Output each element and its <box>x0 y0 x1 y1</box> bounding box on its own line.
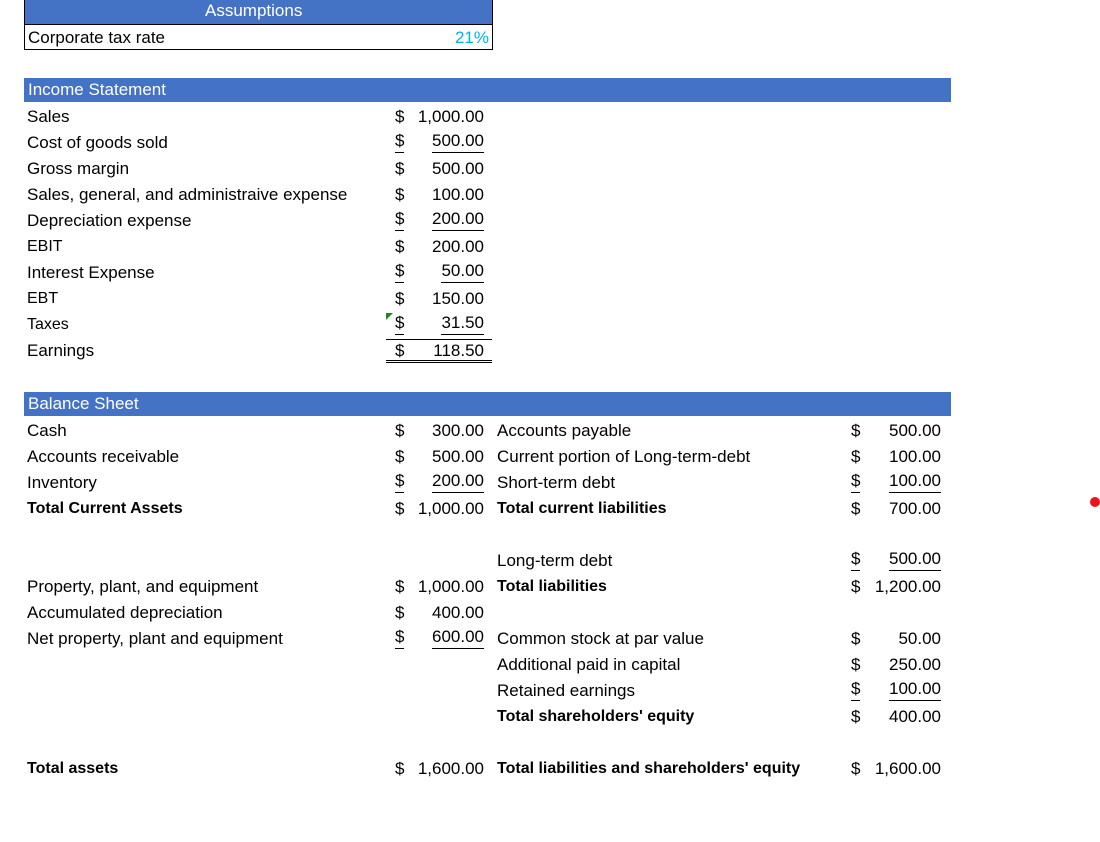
row-label: Total shareholders' equity <box>497 708 695 725</box>
dollar-sign: $ <box>395 130 404 153</box>
row-label: Net property, plant and equipment <box>27 629 283 648</box>
row-label: Total assets <box>27 760 119 777</box>
dollar-sign: $ <box>851 470 860 493</box>
dollar-sign: $ <box>395 237 405 256</box>
liability-row <box>497 678 635 704</box>
row-label: EBT <box>27 290 59 307</box>
income-amount[interactable] <box>395 156 484 182</box>
amount-value: 200.00 <box>432 208 484 231</box>
amount-value: 1,600.00 <box>417 759 484 778</box>
amount-value: 50.00 <box>898 629 941 648</box>
row-label: Cash <box>27 421 67 440</box>
income-row <box>27 130 168 156</box>
income-row <box>27 286 58 312</box>
dollar-sign: $ <box>395 107 405 126</box>
row-label: Short-term debt <box>497 473 616 492</box>
asset-row <box>27 574 258 600</box>
row-label: Accounts payable <box>497 421 632 440</box>
liability-row <box>497 626 704 652</box>
liability-row <box>497 444 750 470</box>
income-amount[interactable] <box>395 130 484 156</box>
dollar-sign: $ <box>851 421 861 440</box>
dollar-sign: $ <box>395 341 405 360</box>
dollar-sign: $ <box>395 185 405 204</box>
amount-value: 1,000.00 <box>417 499 484 518</box>
amount-value: 600.00 <box>432 626 484 649</box>
row-label: Property, plant, and equipment <box>27 577 259 596</box>
row-label: Total liabilities and shareholders' equity <box>497 760 801 777</box>
asset-amount[interactable] <box>395 418 484 444</box>
assumptions-header <box>25 0 492 24</box>
dollar-sign: $ <box>395 499 405 518</box>
dollar-sign: $ <box>395 289 405 308</box>
income-row <box>27 208 191 234</box>
amount-value: 100.00 <box>889 470 941 493</box>
dollar-sign: $ <box>395 577 405 596</box>
dollar-sign: $ <box>395 603 405 622</box>
income-row <box>27 260 155 286</box>
liability-amount[interactable] <box>851 418 941 444</box>
amount-value: 1,200.00 <box>874 577 941 596</box>
asset-row <box>27 418 67 444</box>
liability-amount[interactable] <box>851 470 941 496</box>
asset-amount[interactable] <box>395 756 484 782</box>
row-label: Additional paid in capital <box>497 655 681 674</box>
liability-amount[interactable] <box>851 574 941 600</box>
liability-amount[interactable] <box>851 496 941 522</box>
amount-value: 200.00 <box>432 237 484 256</box>
row-label: Accounts receivable <box>27 447 180 466</box>
amount-value: 200.00 <box>432 470 484 493</box>
liability-row <box>497 652 680 678</box>
balance-sheet-header <box>24 392 951 416</box>
income-amount[interactable] <box>395 234 484 260</box>
asset-row <box>27 756 118 782</box>
asset-row <box>27 444 179 470</box>
tax-rate-label: Corporate tax rate <box>28 28 166 47</box>
pointer-dot-icon <box>1090 497 1100 507</box>
dollar-sign: $ <box>395 447 405 466</box>
dollar-sign: $ <box>851 707 861 726</box>
dollar-sign: $ <box>395 470 404 493</box>
income-amount[interactable] <box>395 286 484 312</box>
dollar-sign: $ <box>851 447 861 466</box>
amount-value: 400.00 <box>432 603 484 622</box>
liability-amount[interactable] <box>851 704 941 730</box>
asset-amount[interactable] <box>395 600 484 626</box>
amount-value: 100.00 <box>432 185 484 204</box>
assumptions-box <box>24 0 493 50</box>
income-amount[interactable] <box>395 260 484 286</box>
liability-row <box>497 496 667 522</box>
income-row <box>27 104 70 130</box>
liability-amount[interactable] <box>851 756 941 782</box>
dollar-sign: $ <box>851 655 861 674</box>
liability-amount[interactable] <box>851 652 941 678</box>
liability-row <box>497 704 694 730</box>
liability-amount[interactable] <box>851 678 941 704</box>
amount-value: 100.00 <box>889 447 941 466</box>
income-statement-title: Income Statement <box>28 80 166 99</box>
asset-row <box>27 470 97 496</box>
amount-value: 1,000.00 <box>417 107 484 126</box>
amount-value: 1,600.00 <box>874 759 941 778</box>
amount-value: 500.00 <box>889 548 941 571</box>
dollar-sign: $ <box>851 629 861 648</box>
row-label: Gross margin <box>27 159 130 178</box>
liability-row <box>497 418 631 444</box>
row-label: Accumulated depreciation <box>27 603 223 622</box>
income-amount[interactable] <box>395 182 484 208</box>
assumptions-title: Assumptions <box>205 1 303 20</box>
income-row <box>27 234 63 260</box>
row-label: Long-term debt <box>497 551 613 570</box>
dollar-sign: $ <box>395 312 404 335</box>
income-statement-header <box>24 78 951 102</box>
dollar-sign: $ <box>851 548 860 571</box>
income-amount[interactable] <box>395 104 484 130</box>
dollar-sign: $ <box>851 759 861 778</box>
amount-value: 500.00 <box>432 447 484 466</box>
dollar-sign: $ <box>851 499 861 518</box>
amount-value: 1,000.00 <box>417 577 484 596</box>
row-label: Taxes <box>27 316 69 333</box>
row-label: Sales <box>27 107 70 126</box>
liability-row <box>497 574 607 600</box>
dollar-sign: $ <box>395 626 404 649</box>
error-indicator-icon[interactable] <box>386 313 393 320</box>
row-label: Earnings <box>27 341 95 360</box>
amount-value: 118.50 <box>433 341 484 360</box>
amount-value: 700.00 <box>889 499 941 518</box>
amount-value: 500.00 <box>432 159 484 178</box>
row-label: Depreciation expense <box>27 211 192 230</box>
liability-amount[interactable] <box>851 548 941 574</box>
asset-row <box>27 496 183 522</box>
asset-amount[interactable] <box>395 470 484 496</box>
dollar-sign: $ <box>395 208 404 231</box>
asset-row <box>27 626 283 652</box>
asset-amount[interactable] <box>395 574 484 600</box>
row-label: Total liabilities <box>497 578 607 595</box>
asset-amount[interactable] <box>395 444 484 470</box>
amount-value: 500.00 <box>432 130 484 153</box>
asset-amount[interactable] <box>395 496 484 522</box>
amount-value: 250.00 <box>889 655 941 674</box>
income-row <box>27 156 129 182</box>
amount-value: 150.00 <box>432 289 484 308</box>
income-amount[interactable] <box>395 312 484 338</box>
row-label: Cost of goods sold <box>27 133 168 152</box>
liability-amount[interactable] <box>851 444 941 470</box>
row-label: Total current liabilities <box>497 500 667 517</box>
liability-row <box>497 470 615 496</box>
row-label: EBIT <box>27 238 63 255</box>
amount-value: 50.00 <box>441 260 484 283</box>
income-row <box>27 338 94 364</box>
row-label: Current portion of Long-term-debt <box>497 447 751 466</box>
income-row <box>27 312 69 338</box>
amount-value: 100.00 <box>889 678 941 701</box>
row-label: Retained earnings <box>497 681 635 700</box>
amount-value: 300.00 <box>432 421 484 440</box>
tax-rate-cell[interactable] <box>25 24 492 49</box>
dollar-sign: $ <box>851 678 860 701</box>
tax-rate-value[interactable]: 21% <box>454 28 489 47</box>
dollar-sign: $ <box>395 159 405 178</box>
amount-value: 31.50 <box>441 312 484 335</box>
balance-sheet-title: Balance Sheet <box>28 394 139 413</box>
asset-amount[interactable] <box>395 626 484 652</box>
dollar-sign: $ <box>851 577 861 596</box>
dollar-sign: $ <box>395 260 404 283</box>
amount-value: 500.00 <box>889 421 941 440</box>
row-label: Sales, general, and administraive expense <box>27 185 348 204</box>
liability-amount[interactable] <box>851 626 941 652</box>
amount-value: 400.00 <box>889 707 941 726</box>
liability-row <box>497 756 800 782</box>
income-amount[interactable] <box>395 338 484 364</box>
income-row <box>27 182 347 208</box>
liability-row <box>497 548 612 574</box>
asset-row <box>27 600 223 626</box>
row-label: Total Current Assets <box>27 500 183 517</box>
row-label: Interest Expense <box>27 263 155 282</box>
row-label: Common stock at par value <box>497 629 704 648</box>
row-label: Inventory <box>27 473 97 492</box>
income-amount[interactable] <box>395 208 484 234</box>
dollar-sign: $ <box>395 759 405 778</box>
dollar-sign: $ <box>395 421 405 440</box>
